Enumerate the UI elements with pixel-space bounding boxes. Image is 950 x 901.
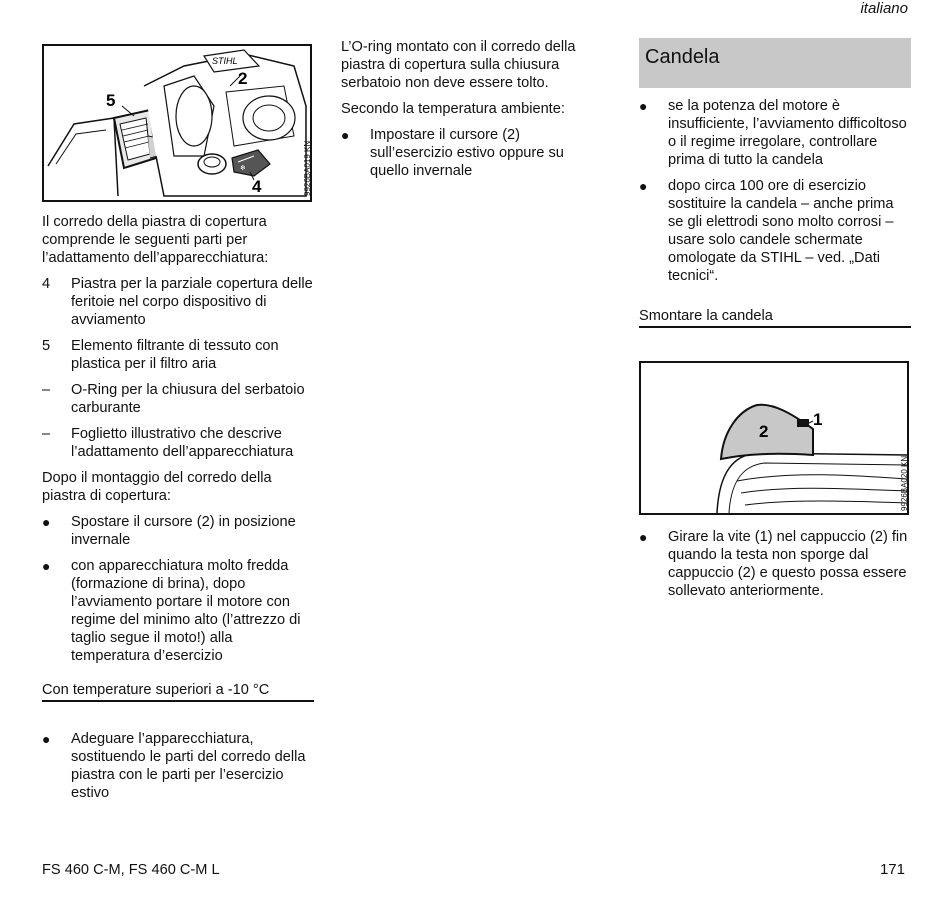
list-item bbox=[42, 381, 314, 417]
list-item bbox=[42, 425, 314, 461]
list-item bbox=[42, 275, 314, 329]
page-number: 171 bbox=[879, 861, 905, 878]
language-label: italiano bbox=[860, 0, 908, 17]
spark-plug-cap-illustration bbox=[641, 363, 907, 513]
list-marker: – bbox=[42, 426, 51, 442]
bullet-item bbox=[42, 557, 314, 665]
oring-text: L’O-ring montato con il corredo della piastra di copertura sulla chiusura serbatoio non deve essere tolto. bbox=[341, 39, 576, 91]
bullet-item bbox=[639, 528, 911, 600]
screw-shape bbox=[797, 419, 809, 427]
bullet-text: Girare la vite (1) nel cappuccio (2) fin quando la testa non sporge dal cappuccio (2) e questo possa essere sollevato anteriormente. bbox=[668, 529, 908, 599]
bullet-text: dopo circa 100 ore di esercizio sostituire la candela – anche prima se gli elettrodi sono molto corrosi – usare solo candele schermate omologate da STIHL – ved. „Dati tecnici“. bbox=[668, 178, 894, 284]
figure-code: 9926BA020 KN bbox=[900, 455, 909, 511]
bullet-text: Adeguare l’apparecchiatura, sostituendo le parti del corredo della piastra con le parti per l’esercizio estivo bbox=[71, 731, 306, 801]
callout-2: 2 bbox=[759, 422, 769, 441]
list-item bbox=[42, 337, 314, 373]
bullet-text: Impostare il cursore (2) sull’esercizio estivo oppure su quello invernale bbox=[370, 127, 564, 179]
column-left bbox=[42, 38, 314, 810]
bullet-icon: ● bbox=[639, 529, 648, 545]
bullet-item bbox=[639, 177, 911, 285]
bullet-icon: ● bbox=[42, 514, 51, 530]
callout-2: 2 bbox=[238, 69, 248, 88]
figure-spark-plug-cap bbox=[639, 361, 909, 515]
after-mount-text: Dopo il montaggio del corredo della piastra di copertura: bbox=[42, 470, 272, 504]
column-middle bbox=[341, 38, 603, 188]
bullet-icon: ● bbox=[341, 127, 350, 143]
bullet-icon: ● bbox=[42, 558, 51, 574]
figure-cover-plate-kit bbox=[42, 44, 312, 202]
bullet-icon: ● bbox=[639, 98, 648, 114]
column-right bbox=[639, 38, 911, 608]
list-item-text: Piastra per la parziale copertura delle feritoie nel corpo dispositivo di avviamento bbox=[71, 276, 313, 328]
section-heading-candela: Candela bbox=[639, 38, 911, 88]
list-marker: 4 bbox=[42, 276, 51, 292]
bullet-item bbox=[341, 126, 603, 180]
footer-model: FS 460 C-M, FS 460 C-M L bbox=[42, 862, 220, 878]
list-marker: – bbox=[42, 382, 51, 398]
list-item-text: Foglietto illustrativo che descrive l’adattamento dell’apparecchiatura bbox=[71, 426, 294, 460]
bullet-item bbox=[42, 730, 314, 802]
bullet-text: se la potenza del motore è insufficiente, l’avviamento difficoltoso o il regime irregolare, controllare prima di tutto la candela bbox=[668, 98, 907, 168]
list-marker: 5 bbox=[42, 338, 51, 354]
bullet-icon: ● bbox=[42, 731, 51, 747]
bullet-item bbox=[42, 513, 314, 549]
intro-text: Il corredo della piastra di copertura comprende le seguenti parti per l’adattamento dell’apparecchiatura: bbox=[42, 214, 269, 266]
callout-1: 1 bbox=[813, 410, 823, 429]
bullet-text: Spostare il cursore (2) in posizione invernale bbox=[71, 514, 296, 548]
svg-text:❄: ❄ bbox=[240, 164, 246, 172]
bullet-item bbox=[639, 97, 911, 169]
temperature-text: Secondo la temperatura ambiente: bbox=[341, 101, 565, 117]
machine-illustration bbox=[44, 46, 310, 200]
svg-text:STIHL: STIHL bbox=[212, 56, 238, 66]
section-heading-above-10: Con temperature superiori a -10 °C bbox=[42, 681, 314, 702]
callout-4: 4 bbox=[252, 177, 262, 196]
bullet-icon: ● bbox=[639, 178, 648, 194]
list-item-text: O-Ring per la chiusura del serbatoio carburante bbox=[71, 382, 305, 416]
figure-code: 9926BA019 KN bbox=[303, 140, 312, 196]
callout-5: 5 bbox=[106, 91, 116, 110]
section-heading-remove-plug: Smontare la candela bbox=[639, 307, 911, 328]
bullet-text: con apparecchiatura molto fredda (formazione di brina), dopo l’avviamento portare il motore con regime del minimo alto (l’attrezzo di taglio segue il moto!) alla temperatura d’esercizio bbox=[71, 558, 301, 664]
list-item-text: Elemento filtrante di tessuto con plastica per il filtro aria bbox=[71, 338, 279, 372]
